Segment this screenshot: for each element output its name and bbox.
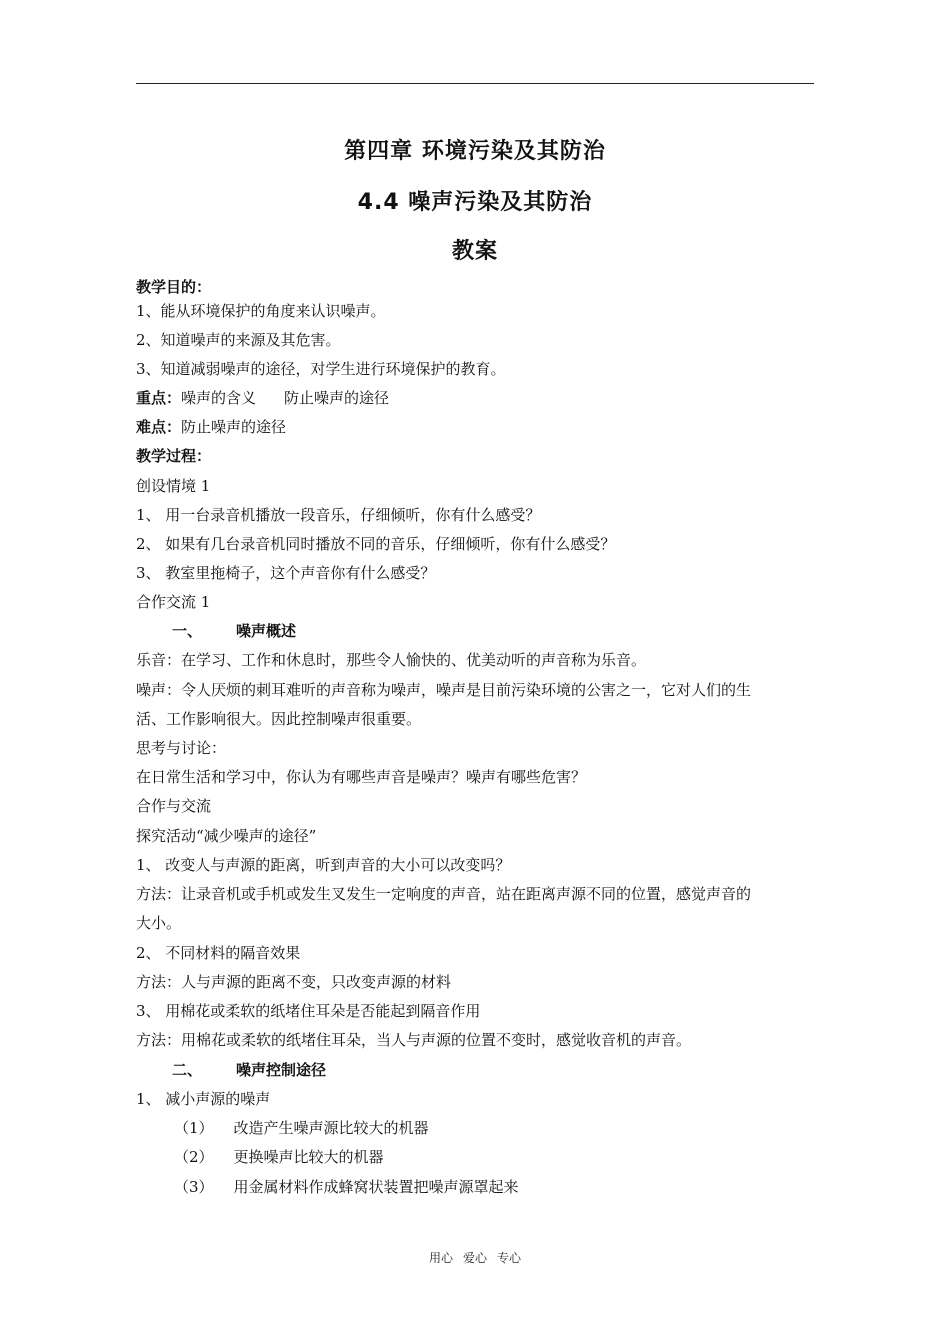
sub-item-num: （1） [174, 1119, 214, 1137]
doc-type-title: 教案 [451, 239, 498, 264]
objective-item: 1、能从环境保护的角度来认识噪声。 [136, 302, 386, 320]
reduce-source: 1、 减小声源的噪声 [136, 1090, 271, 1108]
scenario-item: 1、 用一台录音机播放一段音乐，仔细倾听，你有什么感受？ [136, 506, 541, 524]
sub-item-num: （3） [174, 1178, 214, 1196]
sub-item-text: 更换噪声比较大的机器 [233, 1148, 384, 1166]
activity-method-1-line1: 方法：让录音机或手机或发生叉发生一定响度的声音，站在距离声源不同的位置，感觉声音的 [136, 885, 752, 903]
activity-method-1-line2: 大小。 [136, 914, 182, 932]
section1-title: 噪声概述 [236, 622, 297, 640]
objective-item: 3、知道减弱噪声的途径，对学生进行环境保护的教育。 [136, 360, 506, 378]
activity-title: 探究活动“减少噪声的途径” [136, 827, 317, 845]
page-footer [0, 1249, 950, 1266]
exchange-title: 合作交流 1 [136, 593, 211, 611]
sub-item [174, 1177, 519, 1197]
discussion-label: 思考与讨论： [136, 739, 227, 757]
section2-title: 噪声控制途径 [236, 1061, 327, 1079]
difficulty-text: 防止噪声的途径 [181, 418, 287, 436]
section-title: 4.4 噪声污染及其防治 [357, 190, 593, 215]
footer-word: 用心 [428, 1251, 453, 1265]
section2-num: 二、 [172, 1061, 203, 1079]
sub-item-text: 改造产生噪声源比较大的机器 [233, 1119, 429, 1137]
discussion-question: 在日常生活和学习中，你认为有哪些声音是噪声？噪声有哪些危害？ [136, 768, 587, 786]
sub-item [174, 1118, 429, 1138]
difficulty [136, 417, 286, 437]
key-point-2: 防止噪声的途径 [284, 389, 390, 407]
activity-question-3: 3、 用棉花或柔软的纸堵住耳朵是否能起到隔音作用 [136, 1002, 481, 1020]
activity-question-2: 2、 不同材料的隔音效果 [136, 944, 301, 962]
noise-definition-line2: 活、工作影响很大。因此控制噪声很重要。 [136, 710, 422, 728]
noise-definition-line1: 噪声：令人厌烦的刺耳难听的声音称为噪声，噪声是目前污染环境的公害之一，它对人们的生 [136, 681, 752, 699]
objectives-heading: 教学目的： [136, 278, 212, 296]
header-rule [136, 83, 814, 84]
key-point-1: 噪声的含义 [181, 389, 257, 407]
cooperation-label: 合作与交流 [136, 797, 212, 815]
activity-question-1: 1、 改变人与声源的距离，听到声音的大小可以改变吗？ [136, 856, 511, 874]
section1-num: 一、 [172, 622, 203, 640]
scenario-item: 3、 教室里拖椅子，这个声音你有什么感受？ [136, 564, 436, 582]
activity-method-2: 方法：人与声源的距离不变，只改变声源的材料 [136, 973, 452, 991]
sub-item-text: 用金属材料作成蜂窝状装置把噪声源罩起来 [233, 1178, 519, 1196]
activity-method-3: 方法：用棉花或柔软的纸堵住耳朵，当人与声源的位置不变时，感觉收音机的声音。 [136, 1031, 692, 1049]
scenario-title: 创设情境 1 [136, 477, 211, 495]
section2-heading [172, 1060, 326, 1080]
key-points-label: 重点： [136, 389, 182, 407]
objective-item: 2、知道噪声的来源及其危害。 [136, 331, 341, 349]
scenario-item: 2、 如果有几台录音机同时播放不同的音乐，仔细倾听，你有什么感受？ [136, 535, 616, 553]
chapter-title: 第四章 环境污染及其防治 [344, 139, 606, 164]
process-heading: 教学过程： [136, 447, 212, 465]
footer-word: 爱心 [462, 1251, 487, 1265]
sub-item [174, 1147, 384, 1167]
section1-heading [172, 621, 296, 641]
key-points [136, 388, 389, 408]
music-definition: 乐音：在学习、工作和休息时，那些令人愉快的、优美动听的声音称为乐音。 [136, 651, 647, 669]
difficulty-label: 难点： [136, 418, 182, 436]
sub-item-num: （2） [174, 1148, 214, 1166]
footer-word: 专心 [497, 1251, 522, 1265]
